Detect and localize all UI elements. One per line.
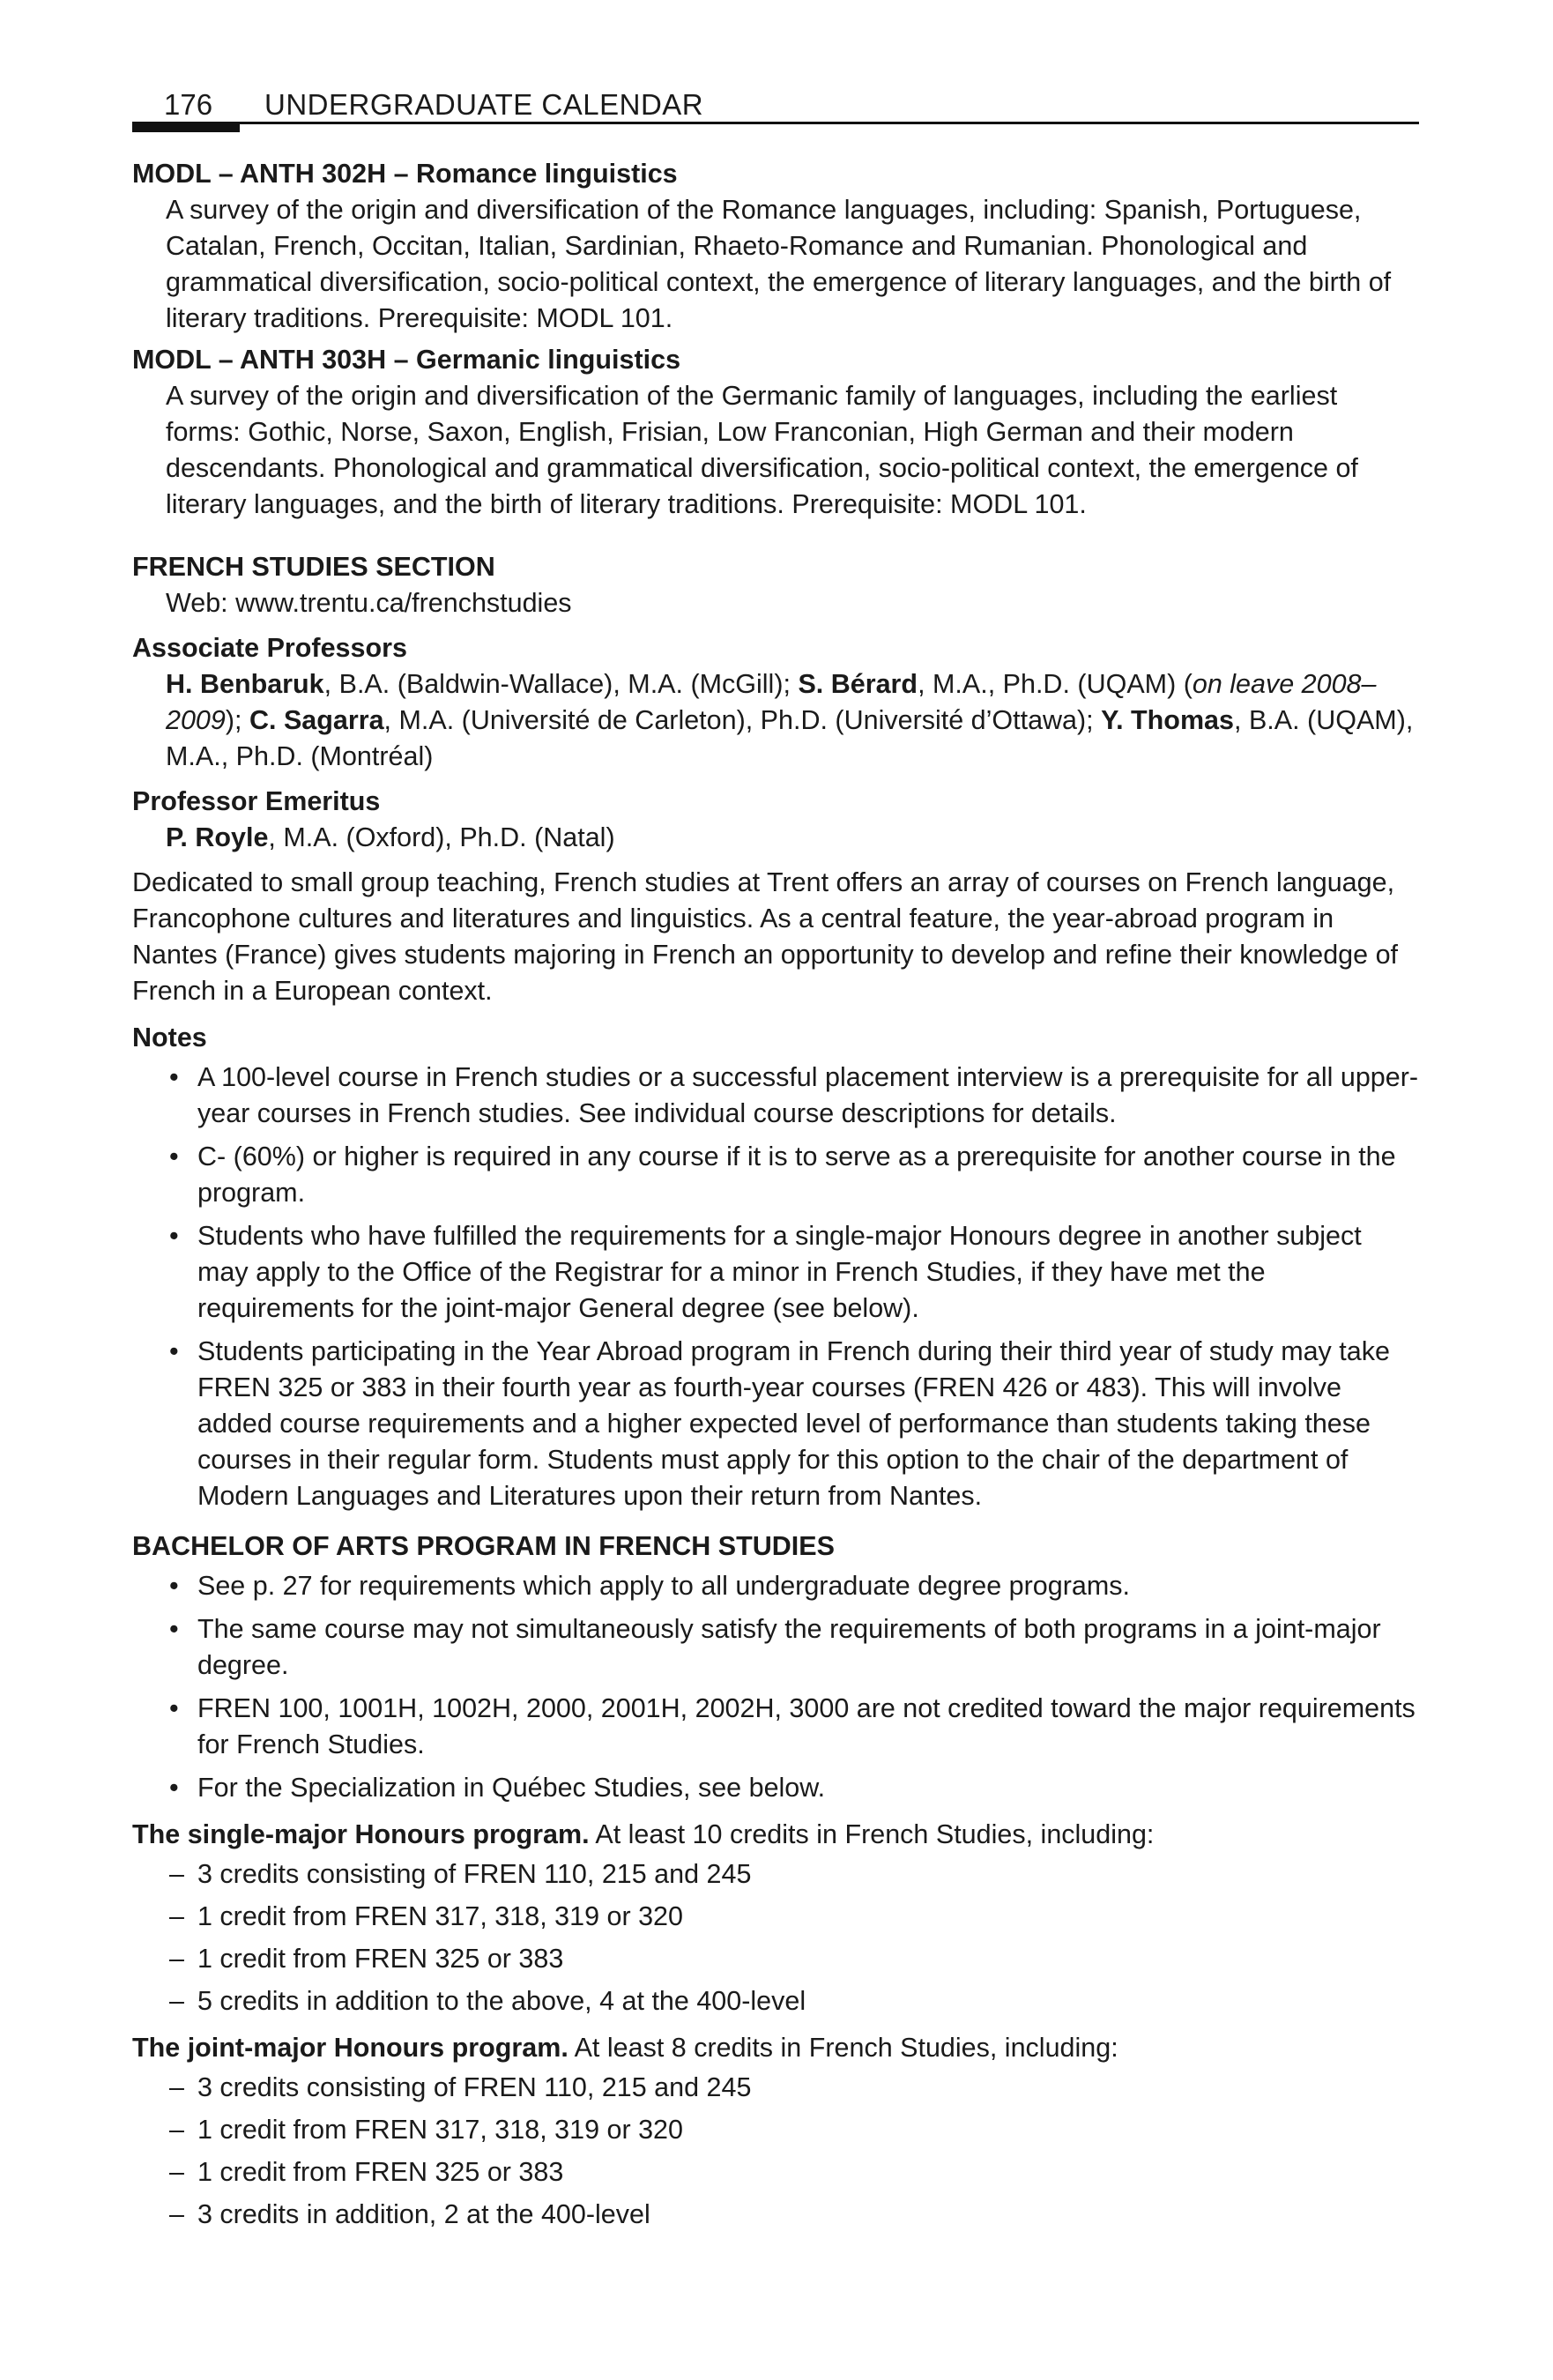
list-item-text: See p. 27 for requirements which apply to all undergraduate degree programs. [197,1571,1130,1601]
dash-icon: – [169,2115,184,2145]
bullet-icon: • [169,1142,179,1171]
bullet-icon: • [169,1221,179,1251]
list-item [132,1770,1419,1806]
list-item [132,1218,1419,1327]
bullet-icon: • [169,1693,179,1723]
dash-icon: – [169,1901,184,1931]
dash-icon: – [169,2157,184,2187]
list-item [132,1941,1419,1977]
list-item-text: 3 credits consisting of FREN 110, 215 and 245 [197,2072,752,2102]
faculty-name: H. Benbaruk [166,669,324,699]
faculty-credentials: , B.A. (Baldwin-Wallace), M.A. (McGill); [323,669,799,699]
bullet-icon: • [169,1336,179,1366]
course-title: MODL – ANTH 302H – Romance linguistics [132,159,678,189]
page-body [132,156,1419,2239]
list-item-text: Students who have fulfilled the requirements for a single-major Honours degree in another subject may apply to the Office of the Registrar for a minor in French Studies, if they have met the requirements for the joint-major General degree (see below). [197,1221,1362,1323]
list-item-text: 1 credit from FREN 317, 318, 319 or 320 [197,1901,683,1931]
list-item-text: 1 credit from FREN 317, 318, 319 or 320 [197,2115,683,2145]
program-text: At least 8 credits in French Studies, including: [568,2033,1118,2063]
course-description: A survey of the origin and diversification of the Romance languages, including: Spanish, Portuguese, Catalan, French, Occitan, Italian, Sardinian, Rhaeto-Romance and Rumanian. Phonological and grammatical diversification, socio-political context, the emergence of literary languages, and the birth of literary traditions. Prerequisite: MODL 101. [166,195,1392,333]
header-rule-tab [132,122,240,132]
faculty-name: P. Royle [166,822,269,852]
faculty-name: C. Sagarra [249,705,384,735]
single-major-requirements [132,1856,1419,2019]
list-item [132,1139,1419,1211]
list-item [132,1334,1419,1514]
faculty-name: Y. Thomas [1101,705,1234,735]
list-item-text: 3 credits in addition, 2 at the 400-level [197,2199,650,2229]
course-title: MODL – ANTH 303H – Germanic linguistics [132,345,681,375]
list-item-text: For the Specialization in Québec Studies, see below. [197,1773,826,1803]
list-item [132,2112,1419,2148]
list-item-text: Students participating in the Year Abroad program in French during their third year of study may take FREN 325 or 383 in their fourth year as fourth-year courses (FREN 426 or 483). This will involve added course requirements and a higher expected level of performance than students taking these courses in their regular form. Students must apply for this option to the chair of the department of Modern Languages and Literatures upon their return from Nantes. [197,1336,1390,1511]
faculty-credentials: ); [225,705,249,735]
list-item [132,1611,1419,1684]
list-item [132,2070,1419,2106]
intro-paragraph: Dedicated to small group teaching, French studies at Trent offers an array of courses on French language, Francophone cultures and literatures and linguistics. As a central feature, the year-abroad program in Nantes (France) gives students majoring in French an opportunity to develop and refine their knowledge of French in a European context. [132,867,1399,1006]
section-web: Web: www.trentu.ca/frenchstudies [166,588,572,618]
notes-list [132,1060,1419,1514]
course-description: A survey of the origin and diversification of the Germanic family of languages, including the earliest forms: Gothic, Norse, Saxon, English, Frisian, Low Franconian, High German and their modern descendants. Phonological and grammatical diversification, socio-political context, the emergence of literary languages, and the birth of literary traditions. Prerequisite: MODL 101. [166,381,1358,519]
list-item-text: FREN 100, 1001H, 1002H, 2000, 2001H, 2002H, 3000 are not credited toward the major requirements for French Studies. [197,1693,1416,1759]
list-item [132,1856,1419,1893]
joint-major-requirements [132,2070,1419,2233]
header-rule [132,122,1419,124]
list-item [132,2154,1419,2190]
dash-icon: – [169,1986,184,2016]
list-item [132,1568,1419,1604]
professor-emeritus-heading: Professor Emeritus [132,786,381,816]
section-heading-ba-program: BACHELOR OF ARTS PROGRAM IN FRENCH STUDIES [132,1531,835,1561]
faculty-credentials: , M.A. (Université de Carleton), Ph.D. (Université d’Ottawa); [383,705,1102,735]
list-item-text: 5 credits in addition to the above, 4 at the 400-level [197,1986,806,2016]
faculty-credentials: , M.A. (Oxford), Ph.D. (Natal) [268,822,615,852]
joint-major-program [132,2030,1419,2066]
list-item-text: 1 credit from FREN 325 or 383 [197,1944,564,1974]
dash-icon: – [169,2072,184,2102]
page-header [132,78,1419,130]
list-item-text: 1 credit from FREN 325 or 383 [197,2157,564,2187]
running-title: UNDERGRADUATE CALENDAR [264,88,704,121]
dash-icon: – [169,1944,184,1974]
list-item [132,2197,1419,2233]
bullet-icon: • [169,1571,179,1601]
list-item [132,1899,1419,1935]
program-text: At least 10 credits in French Studies, including: [589,1819,1155,1849]
list-item-text: The same course may not simultaneously satisfy the requirements of both programs in a joint-major degree. [197,1614,1381,1680]
leave-note: on leave 2008–2009 [166,669,1377,735]
list-item-text: C- (60%) or higher is required in any course if it is to serve as a prerequisite for another course in the program. [197,1142,1396,1208]
course-entry [132,156,1419,337]
program-label: The joint-major Honours program. [132,2033,568,2063]
course-entry [132,342,1419,523]
faculty-credentials: , B.A. (UQAM), M.A., Ph.D. (Montréal) [166,705,1414,771]
page-number: 176 [164,88,213,121]
single-major-program [132,1817,1419,1853]
dash-icon: – [169,2199,184,2229]
list-item-text: A 100-level course in French studies or a successful placement interview is a prerequisite for all upper-year courses in French studies. See individual course descriptions for details. [197,1062,1419,1128]
associate-professors-heading: Associate Professors [132,633,407,663]
associate-professors-list [132,666,1419,775]
faculty-name: S. Bérard [798,669,918,699]
list-item [132,1060,1419,1132]
bullet-icon: • [169,1773,179,1803]
section-heading-french-studies: FRENCH STUDIES SECTION [132,552,495,582]
bullet-icon: • [169,1062,179,1092]
ba-program-list [132,1568,1419,1806]
list-item [132,1691,1419,1763]
dash-icon: – [169,1859,184,1889]
notes-heading: Notes [132,1023,207,1052]
professor-emeritus-list [132,820,1419,856]
faculty-credentials: , M.A., Ph.D. (UQAM) ( [918,669,1193,699]
list-item-text: 3 credits consisting of FREN 110, 215 and 245 [197,1859,752,1889]
list-item [132,1983,1419,2019]
program-label: The single-major Honours program. [132,1819,590,1849]
bullet-icon: • [169,1614,179,1644]
